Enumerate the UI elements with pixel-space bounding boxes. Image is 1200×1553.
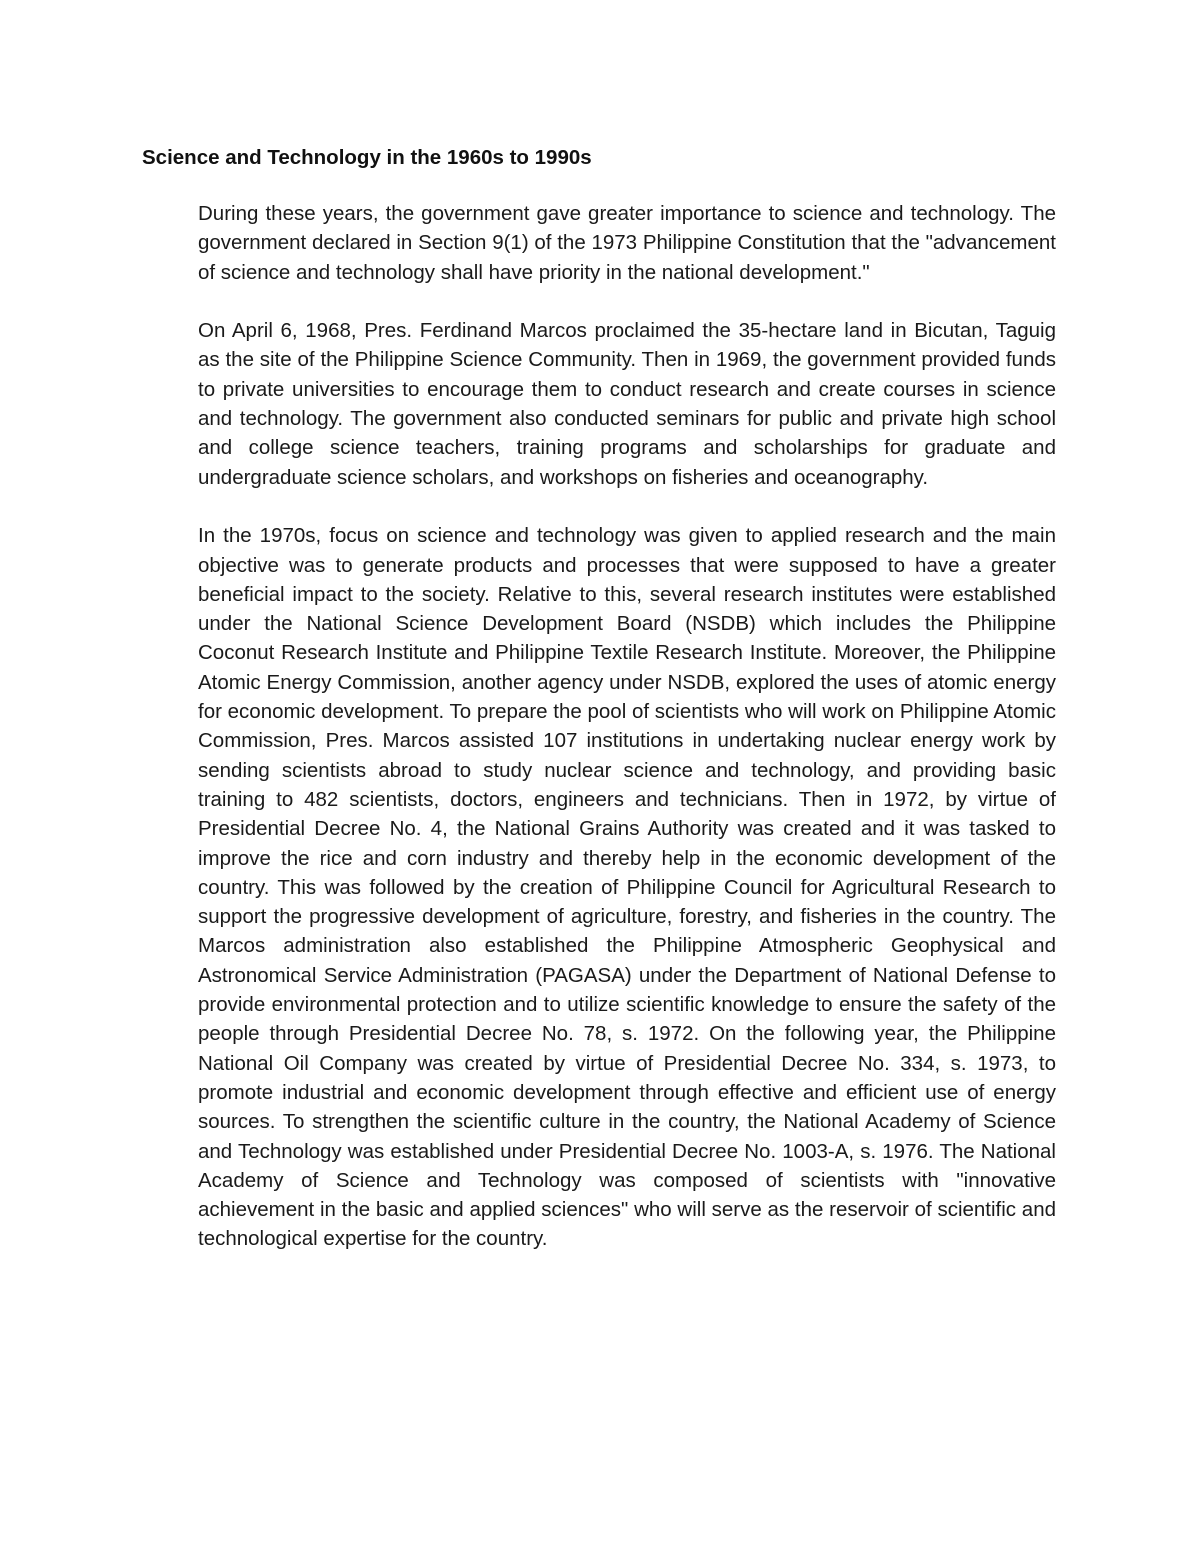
paragraph-science-community: On April 6, 1968, Pres. Ferdinand Marcos proclaimed the 35-hectare land in Bicutan, Taguig as the site of the Philippine Science Community. Then in 1969, the government provided funds to private universities to encourage them to conduct research and create courses in science and technology. The government also conducted seminars for public and private high school and college science teachers, training programs and scholarships for graduate and undergraduate science scholars, and workshops on fisheries and oceanography. [198,319,1056,489]
paragraph-government-priority: During these years, the government gave greater importance to science and technology. The government declared in Section 9(1) of the 1973 Philippine Constitution that the "advancement of science and technology shall have priority in the national development." [198,202,1056,284]
paragraph-1970s-research: In the 1970s, focus on science and technology was given to applied research and the main objective was to generate products and processes that were supposed to have a greater beneficial impact to the society. Relative to this, several research institutes were established under the National Science Development Board (NSDB) which includes the Philippine Coconut Research Institute and Philippine Textile Research Institute. Moreover, the Philippine Atomic Energy Commission, another agency under NSDB, explored the uses of atomic energy for economic development. To prepare the pool of scientists who will work on Philippine Atomic Commission, Pres. Marcos assisted 107 institutions in undertaking nuclear energy work by sending scientists abroad to study nuclear science and technology, and providing basic training to 482 scientists, doctors, engineers and technicians. Then in 1972, by virtue of Presidential Decree No. 4, the National Grains Authority was created and it was tasked to improve the rice and corn industry and thereby help in the economic development of the country. This was followed by the creation of Philippine Council for Agricultural Research to support the progressive development of agriculture, forestry, and fisheries in the country. The Marcos administration also established the Philippine Atmospheric Geophysical and Astronomical Service Administration (PAGASA) under the Department of National Defense to provide environmental protection and to utilize scientific knowledge to ensure the safety of the people through Presidential Decree No. 78, s. 1972. On the following year, the Philippine National Oil Company was created by virtue of Presidential Decree No. 334, s. 1973, to promote industrial and economic development through effective and efficient use of energy sources. To strengthen the scientific culture in the country, the National Academy of Science and Technology was established under Presidential Decree No. 1003-A, s. 1976. The National Academy of Science and Technology was composed of scientists with "innovative achievement in the basic and applied sciences" who will serve as the reservoir of scientific and technological expertise for the country. [198,524,1056,1251]
document-title: Science and Technology in the 1960s to 1990s [142,146,592,169]
document-body [198,199,1056,1283]
